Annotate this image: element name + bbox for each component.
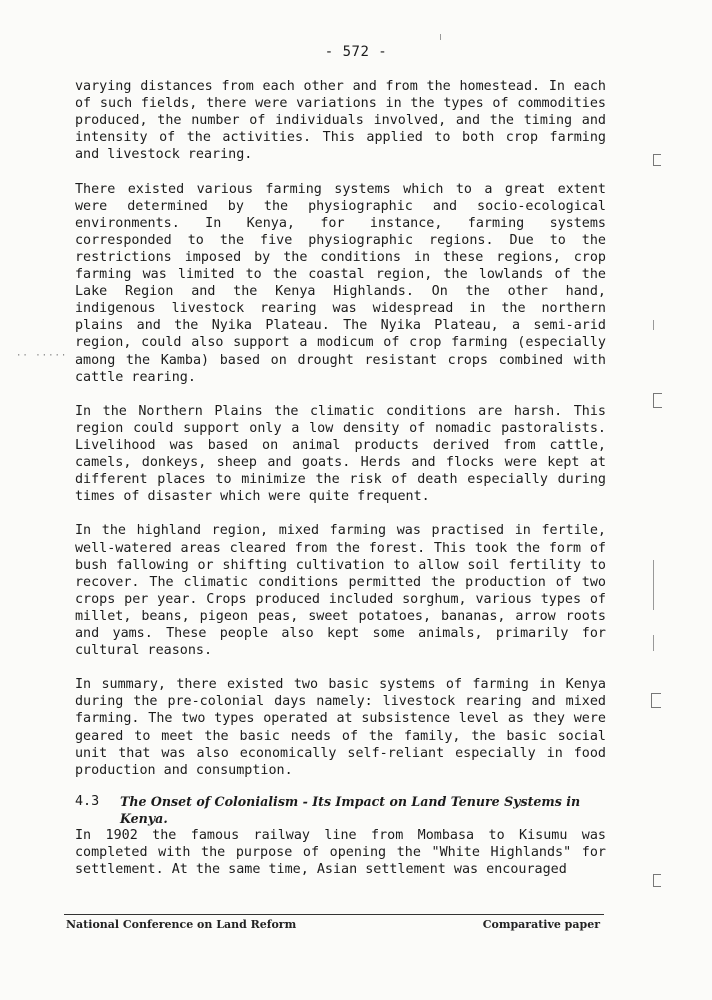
scan-tick-4 xyxy=(653,635,654,651)
page-number: - 572 - xyxy=(324,44,388,60)
paragraph-2: There existed various farming systems which to a great extent were determined by the physiographic and socio-ecological environments. In Kenya, for instance, farming systems corresponded to the five physiographic regions. Due to the restrictions imposed by the conditions in these regions, crop farming was limited to the coastal region, the lowlands of the Lake Region and the Kenya Highlands. On the other hand, indigenous livestock rearing was widespread in the northern plains and the Nyika Plateau. The Nyika Plateau, a semi-arid region, could also support a modicum of crop farming (especially among the Kamba) based on drought resistant crops combined with cattle rearing. xyxy=(75,181,606,385)
footer-rule xyxy=(64,914,604,915)
section-heading xyxy=(75,793,606,827)
scan-mark-1 xyxy=(653,154,661,166)
scan-mark-2 xyxy=(653,393,662,408)
scan-dots: ·· ····· xyxy=(16,351,68,361)
document-body xyxy=(75,78,606,878)
section-title: The Onset of Colonialism - Its Impact on Land Tenure Systems in Kenya. xyxy=(120,793,581,826)
paragraph-4: In the highland region, mixed farming was practised in fertile, well-watered areas cleared from the forest. This took the form of bush fallowing or shifting cultivation to allow soil fertility to recover. The climatic conditions permitted the production of two crops per year. Crops produced included sorghum, various types of millet, beans, pigeon peas, sweet potatoes, bananas, arrow roots and yams. These people also kept some animals, primarily for cultural reasons. xyxy=(75,523,606,659)
scan-tick-3 xyxy=(653,560,654,610)
section-number: 4.3 xyxy=(75,793,100,809)
paragraph-5: In summary, there existed two basic systems of farming in Kenya during the pre-colonial days namely: livestock rearing and mixed farming. The two types operated at subsistence level as they were geared to meet the basic needs of the family, the basic social unit that was also economically self-reliant especially in food production and consumption. xyxy=(75,677,606,778)
scan-mark-3 xyxy=(651,693,661,708)
footer-conference-name: National Conference on Land Reform xyxy=(66,918,297,931)
paragraph-3: In the Northern Plains the climatic conditions are harsh. This region could support only a low density of nomadic pastoralists. Livelihood was based on animal products derived from cattle, camels, donkeys, sheep and goats. Herds and flocks were kept at different places to minimize the risk of death especially during times of disaster which were quite frequent. xyxy=(75,403,606,505)
scan-tick-2 xyxy=(653,320,654,330)
scan-tick-1 xyxy=(440,34,441,40)
footer xyxy=(64,918,604,931)
paragraph-6: In 1902 the famous railway line from Mombasa to Kisumu was completed with the purpose of opening the "White Highlands" for settlement. At the same time, Asian settlement was encouraged xyxy=(75,828,606,878)
paragraph-1: varying distances from each other and from the homestead. In each of such fields, there were variations in the types of commodities produced, the number of individuals involved, and the timing and intensity of the activities. This applied to both crop farming and livestock rearing. xyxy=(75,79,606,163)
scan-mark-4 xyxy=(653,874,661,887)
footer-paper-type: Comparative paper xyxy=(482,918,600,931)
